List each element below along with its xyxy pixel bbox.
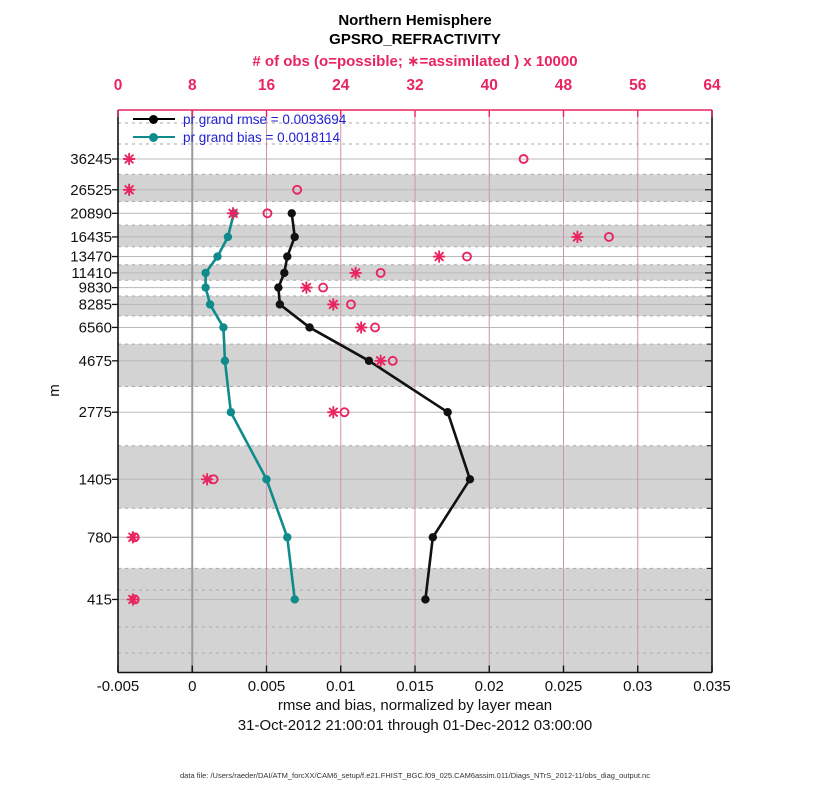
- level-tick-label: 13470: [70, 248, 112, 266]
- assimilated-asterisk-marker: [202, 474, 213, 485]
- level-tick-label: 36245: [70, 151, 112, 168]
- bottom-axis-label: rmse and bias, normalized by layer mean: [277, 697, 553, 714]
- assimilated-asterisk-marker: [128, 532, 139, 543]
- top-axis-tick-labels: [114, 77, 721, 94]
- top-tick-label: 24: [332, 77, 350, 94]
- top-tick-label: 40: [480, 77, 498, 94]
- legend-bias-label: pr grand bias = 0.0018114: [183, 129, 340, 145]
- top-tick-label: 48: [554, 77, 573, 94]
- bottom-tick-label: 0: [188, 678, 197, 695]
- bottom-axis-tick-labels: [97, 678, 731, 695]
- bottom-tick-label: 0.03: [623, 678, 653, 695]
- chart-title: Northern Hemisphere: [338, 12, 492, 29]
- chart-variable-title: GPSRO_REFRACTIVITY: [329, 31, 501, 48]
- legend-item-rmse: [133, 110, 346, 128]
- top-tick-label: 32: [406, 77, 424, 94]
- assimilated-asterisk-marker: [356, 322, 367, 333]
- legend-item-bias: [133, 128, 346, 146]
- level-tick-label: 415: [86, 591, 112, 609]
- assimilated-asterisk-marker: [128, 594, 139, 605]
- data-file-path: data file: /Users/raeder/DAI/ATM_forcXX/CAM6_setup/f.e21.FHIST_BGC.f09_025.CAM6assim.011/Diags_NTrS_2012-11/obs_diag_output.nc: [180, 771, 650, 780]
- bottom-tick-label: 0.015: [396, 678, 434, 695]
- top-tick-label: 56: [629, 77, 647, 94]
- assimilated-asterisk-marker: [124, 154, 135, 165]
- top-tick-label: 0: [113, 77, 123, 94]
- level-tick-label: 2775: [78, 404, 112, 422]
- bias-line-sample-icon: [133, 136, 175, 138]
- legend: [133, 110, 346, 146]
- assimilated-asterisk-marker: [350, 268, 361, 279]
- top-tick-label: 64: [703, 77, 721, 94]
- level-tick-label: 9830: [78, 279, 112, 297]
- rmse-line-sample-icon: [133, 118, 175, 120]
- level-tick-label: 1405: [78, 471, 112, 489]
- level-tick-label: 6560: [78, 319, 112, 337]
- level-tick-label: 8285: [78, 296, 112, 314]
- bottom-tick-label: 0.035: [693, 678, 731, 695]
- top-tick-label: 8: [187, 77, 197, 94]
- assimilated-asterisk-marker: [328, 407, 339, 418]
- legend-rmse-label: pr grand rmse = 0.0093694: [183, 111, 347, 127]
- date-range: 31-Oct-2012 21:00:01 through 01-Dec-2012 03:00:00: [237, 717, 593, 734]
- level-tick-label: 20890: [70, 205, 112, 223]
- top-tick-label: 16: [257, 77, 276, 94]
- assimilated-asterisk-marker: [328, 299, 339, 310]
- level-tick-label: 11410: [71, 264, 112, 282]
- y-axis-label: m: [45, 384, 63, 397]
- y-axis-tick-labels: [70, 151, 112, 608]
- level-tick-label: 26525: [70, 181, 112, 199]
- assimilated-asterisk-marker: [572, 232, 583, 243]
- assimilated-asterisk-marker: [228, 208, 239, 219]
- bottom-tick-label: -0.005: [96, 678, 140, 695]
- level-tick-label: 16435: [70, 228, 112, 246]
- top-axis-label: # of obs (o=possible; ∗=assimilated ) x 10000: [252, 53, 578, 70]
- assimilated-asterisk-marker: [301, 282, 312, 293]
- bottom-tick-label: 0.005: [247, 678, 286, 695]
- bottom-tick-label: 0.025: [544, 678, 583, 695]
- assimilated-asterisk-marker: [434, 251, 445, 262]
- level-tick-label: 4675: [78, 352, 112, 370]
- bottom-tick-label: 0.02: [474, 678, 504, 695]
- level-tick-label: 780: [86, 529, 112, 547]
- assimilated-asterisk-marker: [124, 184, 135, 195]
- bottom-tick-label: 0.01: [326, 678, 356, 695]
- assimilated-asterisk-marker: [375, 356, 386, 367]
